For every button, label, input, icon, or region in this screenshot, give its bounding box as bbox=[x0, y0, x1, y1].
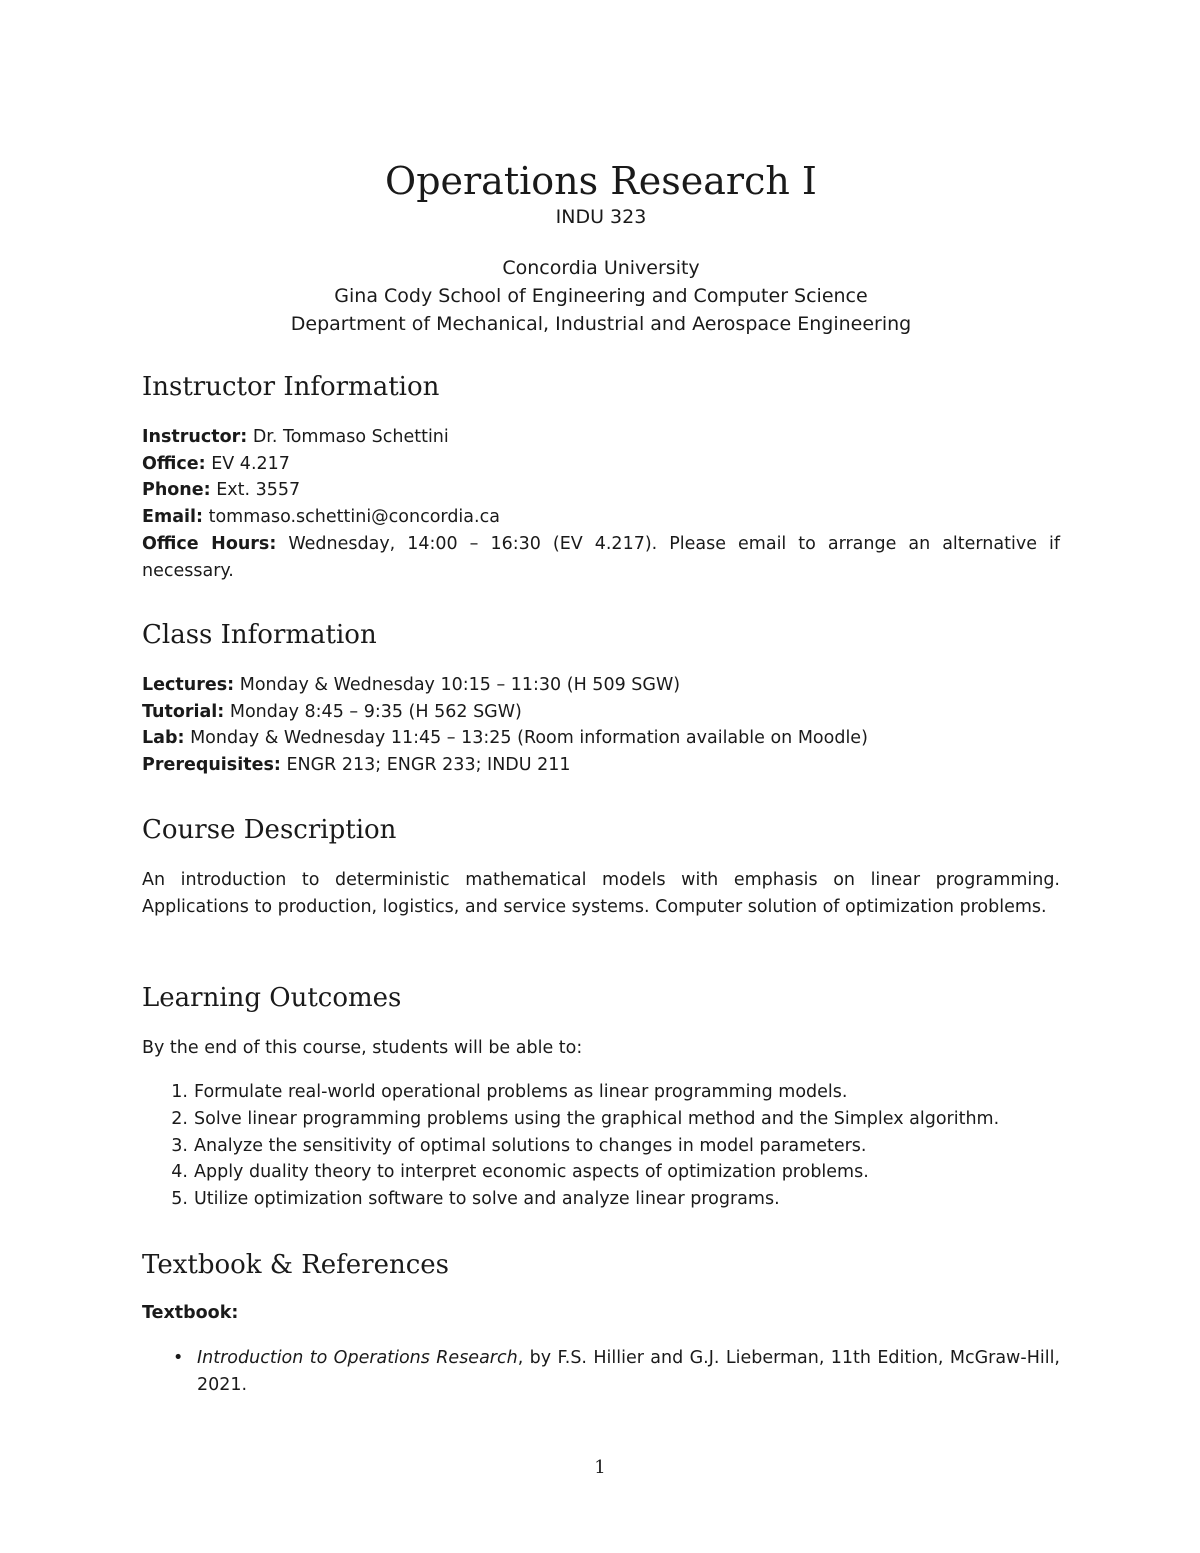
prerequisites-label: Prerequisites: bbox=[142, 755, 281, 776]
instructor-label: Instructor: bbox=[142, 427, 248, 447]
lab-row bbox=[142, 725, 1060, 752]
prerequisites-row bbox=[142, 752, 1060, 779]
book-title: Introduction to Operations Research bbox=[197, 1348, 518, 1368]
tutorial-row bbox=[142, 699, 1060, 726]
page-number: 1 bbox=[594, 1457, 606, 1478]
list-item bbox=[142, 1345, 1060, 1398]
section-heading-textbook: Textbook & References bbox=[142, 1250, 450, 1280]
prerequisites-value: ENGR 213; ENGR 233; INDU 211 bbox=[286, 755, 571, 776]
office-value: EV 4.217 bbox=[211, 453, 290, 474]
textbook-label: Textbook: bbox=[142, 1303, 239, 1323]
references-list bbox=[142, 1345, 1060, 1398]
university-name: Concordia University bbox=[502, 257, 700, 279]
school-name: Gina Cody School of Engineering and Computer Science bbox=[334, 285, 868, 307]
tutorial-label: Tutorial: bbox=[142, 701, 225, 722]
book-details: , by F.S. Hillier and G.J. Lieberman, 11th Edition, McGraw-Hill, 2021. bbox=[197, 1348, 1060, 1395]
section-heading-class: Class Information bbox=[142, 620, 377, 650]
list-item: 2. Solve linear programming problems using the graphical method and the Simplex algorithm. bbox=[171, 1108, 1000, 1129]
lectures-label: Lectures: bbox=[142, 675, 235, 695]
tutorial-value: Monday 8:45 – 9:35 (H 562 SGW) bbox=[229, 701, 522, 722]
office-hours-row bbox=[142, 531, 1060, 584]
lectures-value: Monday & Wednesday 10:15 – 11:30 (H 509 SGW) bbox=[239, 675, 681, 695]
list-item: 1. Formulate real-world operational problems as linear programming models. bbox=[171, 1082, 848, 1102]
instructor-details bbox=[142, 424, 1060, 584]
email-value: tommaso.schettini@concordia.ca bbox=[208, 507, 500, 528]
class-details bbox=[142, 672, 1060, 779]
lab-value: Monday & Wednesday 11:45 – 13:25 (Room information available on Moodle) bbox=[190, 728, 868, 749]
course-code: INDU 323 bbox=[555, 206, 647, 228]
instructor-row bbox=[142, 424, 1060, 451]
office-label: Office: bbox=[142, 453, 206, 474]
section-heading-description: Course Description bbox=[142, 815, 397, 845]
phone-row bbox=[142, 477, 1060, 504]
outcomes-intro: By the end of this course, students will be able to: bbox=[142, 1038, 583, 1058]
course-description-text: An introduction to deterministic mathematical models with emphasis on linear programming. Applications to production, logistics, and service systems. Computer solution of optimization problems. bbox=[142, 870, 1060, 917]
phone-label: Phone: bbox=[142, 480, 211, 501]
office-hours-value: Wednesday, 14:00 – 16:30 (EV 4.217). Please email to arrange an alternative if necessary. bbox=[142, 533, 1060, 581]
list-item: 5. Utilize optimization software to solve and analyze linear programs. bbox=[171, 1189, 780, 1210]
section-heading-outcomes: Learning Outcomes bbox=[142, 983, 402, 1013]
affiliation bbox=[142, 254, 1060, 338]
lab-label: Lab: bbox=[142, 728, 185, 749]
bullet-icon: • bbox=[173, 1348, 184, 1368]
section-heading-instructor: Instructor Information bbox=[142, 372, 440, 402]
email-label: Email: bbox=[142, 507, 203, 528]
office-hours-label: Office Hours: bbox=[142, 533, 277, 554]
instructor-value: Dr. Tommaso Schettini bbox=[252, 427, 449, 447]
list-item: 3. Analyze the sensitivity of optimal solutions to changes in model parameters. bbox=[171, 1135, 867, 1156]
outcomes-list bbox=[134, 1079, 999, 1213]
phone-value: Ext. 3557 bbox=[216, 480, 301, 501]
title-block bbox=[142, 158, 1060, 338]
department-name: Department of Mechanical, Industrial and Aerospace Engineering bbox=[290, 313, 912, 335]
page-title: Operations Research I bbox=[385, 159, 817, 203]
list-item: 4. Apply duality theory to interpret economic aspects of optimization problems. bbox=[171, 1162, 869, 1183]
office-row bbox=[142, 451, 1060, 478]
lectures-row bbox=[142, 672, 1060, 699]
email-row bbox=[142, 504, 1060, 531]
